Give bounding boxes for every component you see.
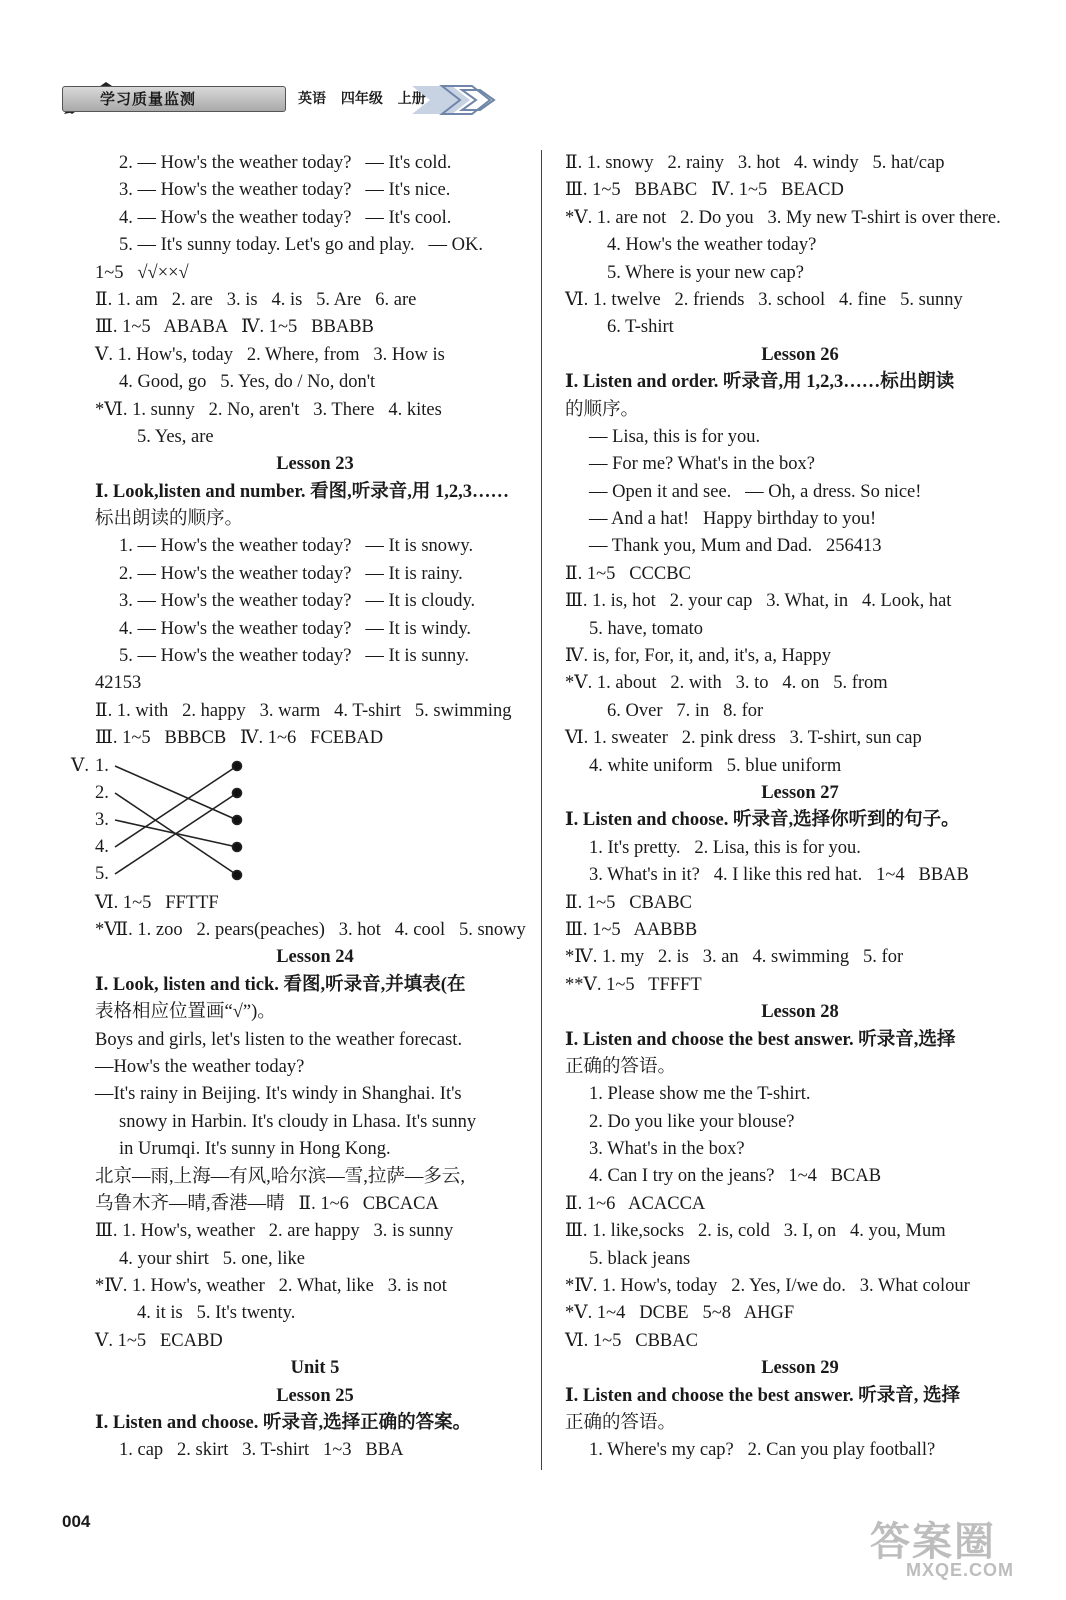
section-heading: Lesson 24	[276, 947, 354, 968]
answer-line: —How's the weather today?	[95, 1056, 305, 1077]
answer-line: 3. — How's the weather today? — It is cloudy.	[119, 591, 476, 612]
match-dot	[233, 761, 242, 770]
match-number-5: 5.	[95, 863, 109, 884]
answer-line: 5. Yes, are	[137, 426, 214, 447]
answer-line: 4. it is 5. It's twenty.	[137, 1303, 296, 1324]
match-number-4: 4.	[95, 836, 109, 857]
header-subject	[298, 88, 426, 108]
answer-line: Ⅵ. 1~5 FFTTF	[95, 892, 219, 913]
watermark-logo: 答案圈	[870, 1520, 996, 1564]
answer-line: Ⅱ. 1. snowy 2. rainy 3. hot 4. windy 5. hat/cap	[565, 153, 945, 173]
answer-line: Ⅰ. Look, listen and tick. 看图,听录音,并填表(在	[95, 974, 466, 995]
answer-line: 北京—雨,上海—有风,哈尔滨—雪,拉萨—多云,	[95, 1166, 466, 1187]
answer-line: 6. T-shirt	[607, 317, 674, 338]
answer-line: 4. Can I try on the jeans? 1~4 BCAB	[589, 1166, 882, 1187]
answer-line: 3. What's in it? 4. I like this red hat. 1~4 BBAB	[589, 865, 969, 886]
answer-line: 5. — It's sunny today. Let's go and play. — OK.	[119, 235, 483, 256]
answer-line: Ⅴ. 1. How's, today 2. Where, from 3. How is	[95, 344, 445, 365]
matching-exercise	[71, 753, 535, 890]
answer-line: 5. Where is your new cap?	[607, 262, 804, 283]
grade: 四年级	[340, 91, 383, 107]
answer-line: 4. Good, go 5. Yes, do / No, don't	[119, 372, 376, 393]
answer-line: 1. Please show me the T-shirt.	[589, 1084, 811, 1105]
answer-line: Ⅱ. 1~5 CCCBC	[565, 563, 691, 584]
answer-line: *Ⅴ. 1. about 2. with 3. to 4. on 5. from	[565, 673, 888, 694]
answer-line: Ⅰ. Listen and order. 听录音,用 1,2,3……标出朗读	[565, 372, 955, 393]
answer-line: Ⅲ. 1. like,socks 2. is, cold 3. I, on 4. you, Mum	[565, 1221, 946, 1242]
answer-line: Ⅲ. 1. How's, weather 2. are happy 3. is sunny	[95, 1221, 454, 1242]
column-divider	[541, 150, 542, 1470]
answer-line: Ⅰ. Listen and choose. 听录音,选择正确的答案。	[95, 1413, 472, 1434]
subject: 英语	[298, 91, 326, 107]
answer-line: Ⅰ. Look,listen and number. 看图,听录音,用 1,2,3……	[95, 481, 510, 502]
section-heading: Lesson 25	[276, 1385, 354, 1406]
answer-line: Ⅰ. Listen and choose. 听录音,选择你听到的句子。	[565, 810, 960, 831]
answer-line: 2. Do you like your blouse?	[589, 1111, 795, 1132]
answer-line: 4. — How's the weather today? — It is windy.	[119, 618, 472, 639]
section-heading: Lesson 29	[761, 1358, 839, 1379]
match-dot	[233, 815, 242, 824]
answer-line: 4. — How's the weather today? — It's cool.	[119, 207, 452, 228]
answer-line: 2. — How's the weather today? — It is rainy.	[119, 563, 463, 584]
match-line	[115, 766, 237, 820]
matching-lines	[95, 753, 255, 890]
answer-line: Ⅲ. 1~5 BBBCB Ⅳ. 1~6 FCEBAD	[95, 728, 384, 749]
section-heading: Lesson 26	[761, 344, 839, 365]
answer-line: 5. have, tomato	[589, 618, 704, 639]
answer-line: *Ⅳ. 1. How's, today 2. Yes, I/we do. 3. What colour	[565, 1276, 970, 1297]
match-dot	[233, 842, 242, 851]
answer-line: 3. — How's the weather today? — It's nice.	[119, 180, 451, 201]
answer-line: Ⅱ. 1~6 ACACCA	[565, 1193, 706, 1214]
answer-line: Ⅱ. 1. am 2. are 3. is 4. is 5. Are 6. are	[95, 289, 417, 310]
answer-line: 正确的答语。	[565, 1412, 677, 1433]
section-heading: Lesson 28	[761, 1002, 839, 1023]
book-series-title: 学习质量监测	[100, 90, 197, 108]
section-heading: Lesson 23	[276, 454, 354, 475]
answer-line: *Ⅴ. 1. are not 2. Do you 3. My new T-shirt is over there.	[565, 207, 1001, 228]
answer-line: 表格相应位置画“√”)。	[95, 1002, 276, 1023]
answer-line: — Lisa, this is for you.	[589, 426, 761, 447]
answer-line: Ⅰ. Listen and choose the best answer. 听录音,选择	[565, 1029, 956, 1050]
answer-line: 3. What's in the box?	[589, 1139, 745, 1160]
left-answers-bottom	[95, 890, 535, 1465]
answer-line: 乌鲁木齐—晴,香港—晴 Ⅱ. 1~6 CBCACA	[95, 1193, 439, 1214]
answer-line: 1. It's pretty. 2. Lisa, this is for you.	[589, 837, 861, 858]
right-column	[565, 150, 1035, 1465]
answer-line: —It's rainy in Beijing. It's windy in Shanghai. It's	[95, 1084, 462, 1105]
match-dot	[233, 788, 242, 797]
answer-line: 42153	[95, 673, 142, 694]
left-column	[71, 150, 535, 1465]
answer-line: Ⅵ. 1~5 CBBAC	[565, 1330, 698, 1351]
match-number-2: 2.	[95, 782, 109, 803]
answer-line: — Thank you, Mum and Dad. 256413	[589, 536, 882, 557]
answer-line: 4. your shirt 5. one, like	[119, 1248, 306, 1269]
volume: 上册	[397, 91, 426, 107]
watermark-url: MXQE.COM	[906, 1560, 1015, 1580]
answer-line: *Ⅳ. 1. How's, weather 2. What, like 3. is not	[95, 1276, 447, 1297]
answer-line: 正确的答语。	[565, 1056, 677, 1077]
answer-line: in Urumqi. It's sunny in Hong Kong.	[119, 1139, 391, 1160]
match-dot	[233, 870, 242, 879]
answer-line: — For me? What's in the box?	[589, 454, 815, 475]
answer-line: 5. black jeans	[589, 1248, 691, 1269]
answer-line: Ⅲ. 1~5 AABBB	[565, 919, 698, 940]
answer-line: Ⅱ. 1. with 2. happy 3. warm 4. T-shirt 5. swimming	[95, 700, 512, 721]
page-number: 004	[62, 1512, 91, 1531]
answer-line: Ⅲ. 1~5 BBABC Ⅳ. 1~5 BEACD	[565, 180, 844, 201]
match-number-1: 1.	[95, 755, 109, 776]
answer-line: Ⅲ. 1. is, hot 2. your cap 3. What, in 4. Look, hat	[565, 591, 952, 612]
answer-line: *Ⅵ. 1. sunny 2. No, aren't 3. There 4. kites	[95, 399, 442, 420]
answer-line: 1. cap 2. skirt 3. T-shirt 1~3 BBA	[119, 1440, 404, 1461]
match-number-3: 3.	[95, 809, 109, 830]
answer-line: — Open it and see. — Oh, a dress. So nice!	[589, 481, 922, 502]
answer-line: 标出朗读的顺序。	[95, 509, 244, 530]
answer-line: Ⅴ. 1~5 ECABD	[95, 1330, 223, 1351]
answer-line: 1~5 √√××√	[95, 262, 189, 283]
answer-line: 1. Where's my cap? 2. Can you play football?	[589, 1440, 936, 1461]
answer-line: Ⅳ. is, for, For, it, and, it's, a, Happy	[565, 646, 831, 667]
answer-line: snowy in Harbin. It's cloudy in Lhasa. It's sunny	[119, 1111, 477, 1132]
answer-line: *Ⅶ. 1. zoo 2. pears(peaches) 3. hot 4. cool 5. snowy	[95, 919, 526, 940]
answer-line: **Ⅴ. 1~5 TFFFT	[565, 974, 702, 995]
answer-line: — And a hat! Happy birthday to you!	[589, 509, 877, 530]
answer-line: Ⅵ. 1. sweater 2. pink dress 3. T-shirt, sun cap	[565, 728, 922, 749]
answer-line: *Ⅳ. 1. my 2. is 3. an 4. swimming 5. for	[565, 947, 904, 968]
answer-line: 6. Over 7. in 8. for	[607, 700, 764, 721]
answer-line: 1. — How's the weather today? — It is snowy.	[119, 536, 474, 557]
answer-line: *Ⅴ. 1~4 DCBE 5~8 AHGF	[565, 1303, 795, 1324]
answer-line: Boys and girls, let's listen to the weather forecast.	[95, 1029, 463, 1050]
double-chevron-icon	[412, 82, 502, 118]
page-header	[62, 76, 502, 126]
answer-line: 2. — How's the weather today? — It's cold.	[119, 153, 452, 173]
answer-line: 4. How's the weather today?	[607, 235, 817, 256]
answer-line: 的顺序。	[565, 399, 640, 420]
answer-line: Ⅱ. 1~5 CBABC	[565, 892, 692, 913]
left-answers-top	[95, 150, 535, 753]
answer-line: Ⅵ. 1. twelve 2. friends 3. school 4. fine 5. sunny	[565, 289, 963, 310]
section-heading: Lesson 27	[761, 782, 839, 803]
answer-line: Ⅰ. Listen and choose the best answer. 听录音, 选择	[565, 1385, 960, 1406]
section-heading: Unit 5	[290, 1358, 340, 1379]
answer-line: 4. white uniform 5. blue uniform	[589, 755, 842, 776]
answer-line: 5. — How's the weather today? — It is sunny.	[119, 646, 469, 667]
answer-line: Ⅲ. 1~5 ABABA Ⅳ. 1~5 BBABB	[95, 317, 374, 338]
right-answers	[565, 150, 1035, 1465]
matching-label: Ⅴ.	[71, 755, 89, 776]
